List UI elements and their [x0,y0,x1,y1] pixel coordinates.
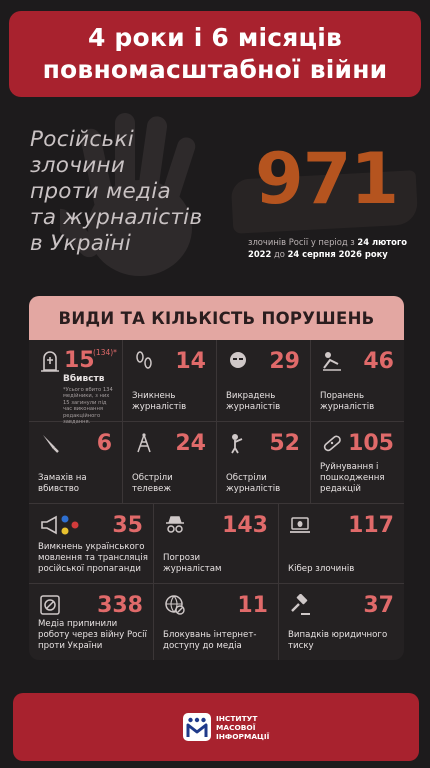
killings-total: (134)* [93,348,117,357]
stat-count: 29 [269,349,300,374]
spy-icon [163,513,187,537]
period-prefix: злочинів Росії у період з [248,237,358,247]
stat-label: Випадків юридичного тиску [288,630,388,651]
stat-count: 46 [363,349,394,374]
blocked-globe-icon [163,593,187,617]
stat-count: 37 [363,593,394,618]
stat-label: Обстріли журналістів [226,473,281,494]
stat-label: Поранень журналістів [320,391,375,412]
violations-grid [29,340,404,660]
logo-line: ІНФОРМАЦІЇ [216,731,270,741]
killings-label: Вбивств [63,374,105,384]
hero-title-line: та журналістів [30,205,203,230]
stat-cell-killings [29,340,123,426]
hero-title [30,127,230,257]
stat-count: 14 [175,349,206,374]
stat-label: Зникнень журналістів [132,391,187,412]
stat-count: 35 [112,513,143,538]
stat-label: Медіа припинили роботу через війну Росії проти України [38,619,147,651]
tv-tower-icon [132,431,156,455]
closed-media-icon [38,593,62,617]
stat-cell [29,504,154,584]
stat-cell [29,584,154,660]
stat-count: 6 [96,431,112,456]
stat-cell [311,422,404,504]
stat-cell [154,584,279,660]
knife-icon [38,431,62,455]
stat-label: Вимкнень українського мовлення та трансляція російської пропаганди [38,542,148,574]
stat-label: Замахів на вбивство [38,473,87,494]
stat-count: 24 [175,431,206,456]
stat-label: Викрадень журналістів [226,391,281,412]
stat-count: 338 [97,593,143,618]
gravestone-icon [38,349,62,373]
hero-title-line: злочини [30,153,126,178]
period-start: 24 лютого 2022 [248,237,407,259]
hero-title-line: в Україні [30,231,132,256]
logo-line: МАСОВОЇ [216,722,256,732]
imi-logo-icon [183,713,211,741]
footprints-icon [132,349,156,373]
stat-label: Обстріли телевеж [132,473,173,494]
total-crimes-number: 971 [255,138,399,220]
stat-cell [154,504,279,584]
stat-cell [217,340,311,422]
stat-count: 11 [237,593,268,618]
stat-count: 143 [222,513,268,538]
killings-count: 15 [64,348,95,373]
banner-line-1: 4 роки і 6 місяців [87,23,343,52]
stat-label: Погрози журналістам [163,553,222,574]
megaphone-icon [38,513,82,537]
period-mid: до [271,249,288,259]
stat-cell [279,504,404,584]
stat-label: Руйнування і пошкодження редакцій [320,462,385,494]
stat-cell [311,340,404,422]
hero-title-line: проти медіа [30,179,171,204]
stat-cell [279,584,404,660]
section-title: ВИДИ ТА КІЛЬКІСТЬ ПОРУШЕНЬ [29,296,404,340]
stat-cell [29,422,123,504]
stat-cell [123,340,217,422]
killings-note: *Усього вбито 134 медійники, з них 15 загинули під час виконання редакційного завдання. [63,387,113,426]
shooting-icon [226,431,250,455]
logo-text [216,715,269,741]
stat-label: Кібер злочинів [288,564,355,574]
gavel-icon [288,593,312,617]
hero-title-line: Російські [30,127,135,152]
title-banner [9,11,421,97]
footer-banner [13,693,419,761]
stat-count: 52 [269,431,300,456]
period-end: 24 серпня 2026 року [287,249,388,259]
period-text [248,236,418,260]
stat-count: 117 [348,513,394,538]
bug-laptop-icon [288,513,312,537]
stat-label: Блокувань інтернет-доступу до медіа [163,630,257,651]
injured-person-icon [320,349,344,373]
stat-cell [123,422,217,504]
logo-line: ІНСТИТУТ [216,714,258,723]
masked-person-icon [226,349,250,373]
bandage-icon [320,431,344,455]
stat-count: 105 [348,431,394,456]
banner-line-2: повномасштабної війни [42,55,388,84]
stat-cell [217,422,311,504]
